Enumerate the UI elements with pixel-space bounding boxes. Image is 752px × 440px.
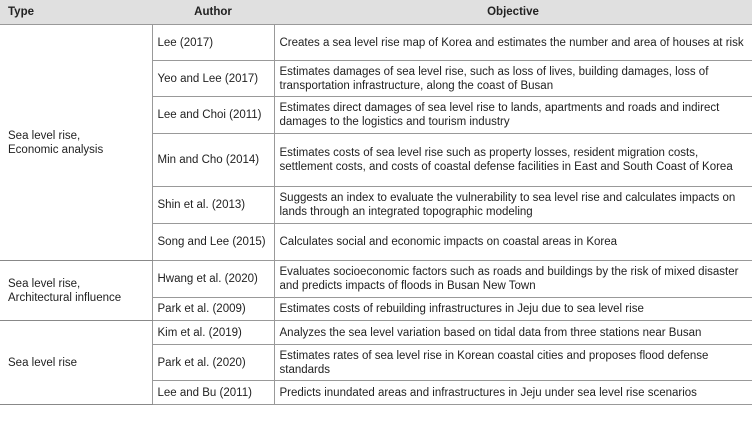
objective-cell: Suggests an index to evaluate the vulnerability to sea level rise and calculates impacts on lands through an integrated topographic modeling bbox=[274, 187, 752, 224]
author-cell: Yeo and Lee (2017) bbox=[152, 61, 274, 97]
objective-cell: Creates a sea level rise map of Korea and estimates the number and area of houses at risk bbox=[274, 25, 752, 61]
author-cell: Song and Lee (2015) bbox=[152, 224, 274, 261]
author-cell: Shin et al. (2013) bbox=[152, 187, 274, 224]
header-row bbox=[0, 0, 752, 25]
type-label: Sea level rise, Architectural influence bbox=[8, 277, 122, 304]
objective-cell: Calculates social and economic impacts on coastal areas in Korea bbox=[274, 224, 752, 261]
type-cell-sea-level bbox=[0, 321, 152, 405]
objective-cell: Predicts inundated areas and infrastructures in Jeju under sea level rise scenarios bbox=[274, 381, 752, 405]
author-cell: Park et al. (2020) bbox=[152, 345, 274, 381]
author-cell: Hwang et al. (2020) bbox=[152, 261, 274, 298]
header-objective: Objective bbox=[274, 0, 752, 25]
header-author: Author bbox=[152, 0, 274, 25]
type-cell-economic bbox=[0, 25, 152, 261]
table-row bbox=[0, 321, 752, 345]
table-row bbox=[0, 25, 752, 61]
objective-cell: Estimates costs of rebuilding infrastructures in Jeju due to sea level rise bbox=[274, 298, 752, 321]
author-cell: Park et al. (2009) bbox=[152, 298, 274, 321]
author-cell: Lee and Choi (2011) bbox=[152, 97, 274, 134]
author-cell: Kim et al. (2019) bbox=[152, 321, 274, 345]
type-label: Sea level rise, Economic analysis bbox=[8, 129, 104, 156]
type-cell-architectural bbox=[0, 261, 152, 321]
header-type: Type bbox=[0, 0, 152, 25]
objective-cell: Estimates direct damages of sea level rise to lands, apartments and roads and indirect damages to the logistics and tourism industry bbox=[274, 97, 752, 134]
objective-cell: Analyzes the sea level variation based on tidal data from three stations near Busan bbox=[274, 321, 752, 345]
author-cell: Lee and Bu (2011) bbox=[152, 381, 274, 405]
type-label: Sea level rise bbox=[8, 356, 78, 369]
objective-cell: Estimates damages of sea level rise, such as loss of lives, building damages, loss of transportation infrastructure, along the coast of Busan bbox=[274, 61, 752, 97]
author-cell: Lee (2017) bbox=[152, 25, 274, 61]
table-row bbox=[0, 261, 752, 298]
author-cell: Min and Cho (2014) bbox=[152, 134, 274, 187]
objective-cell: Estimates rates of sea level rise in Korean coastal cities and proposes flood defense standards bbox=[274, 345, 752, 381]
objective-cell: Estimates costs of sea level rise such as property losses, resident migration costs, settlement costs, and costs of coastal defense facilities in East and South Coast of Korea bbox=[274, 134, 752, 187]
objective-cell: Evaluates socioeconomic factors such as roads and buildings by the risk of mixed disaster and predicts impacts of floods in Busan New Town bbox=[274, 261, 752, 298]
